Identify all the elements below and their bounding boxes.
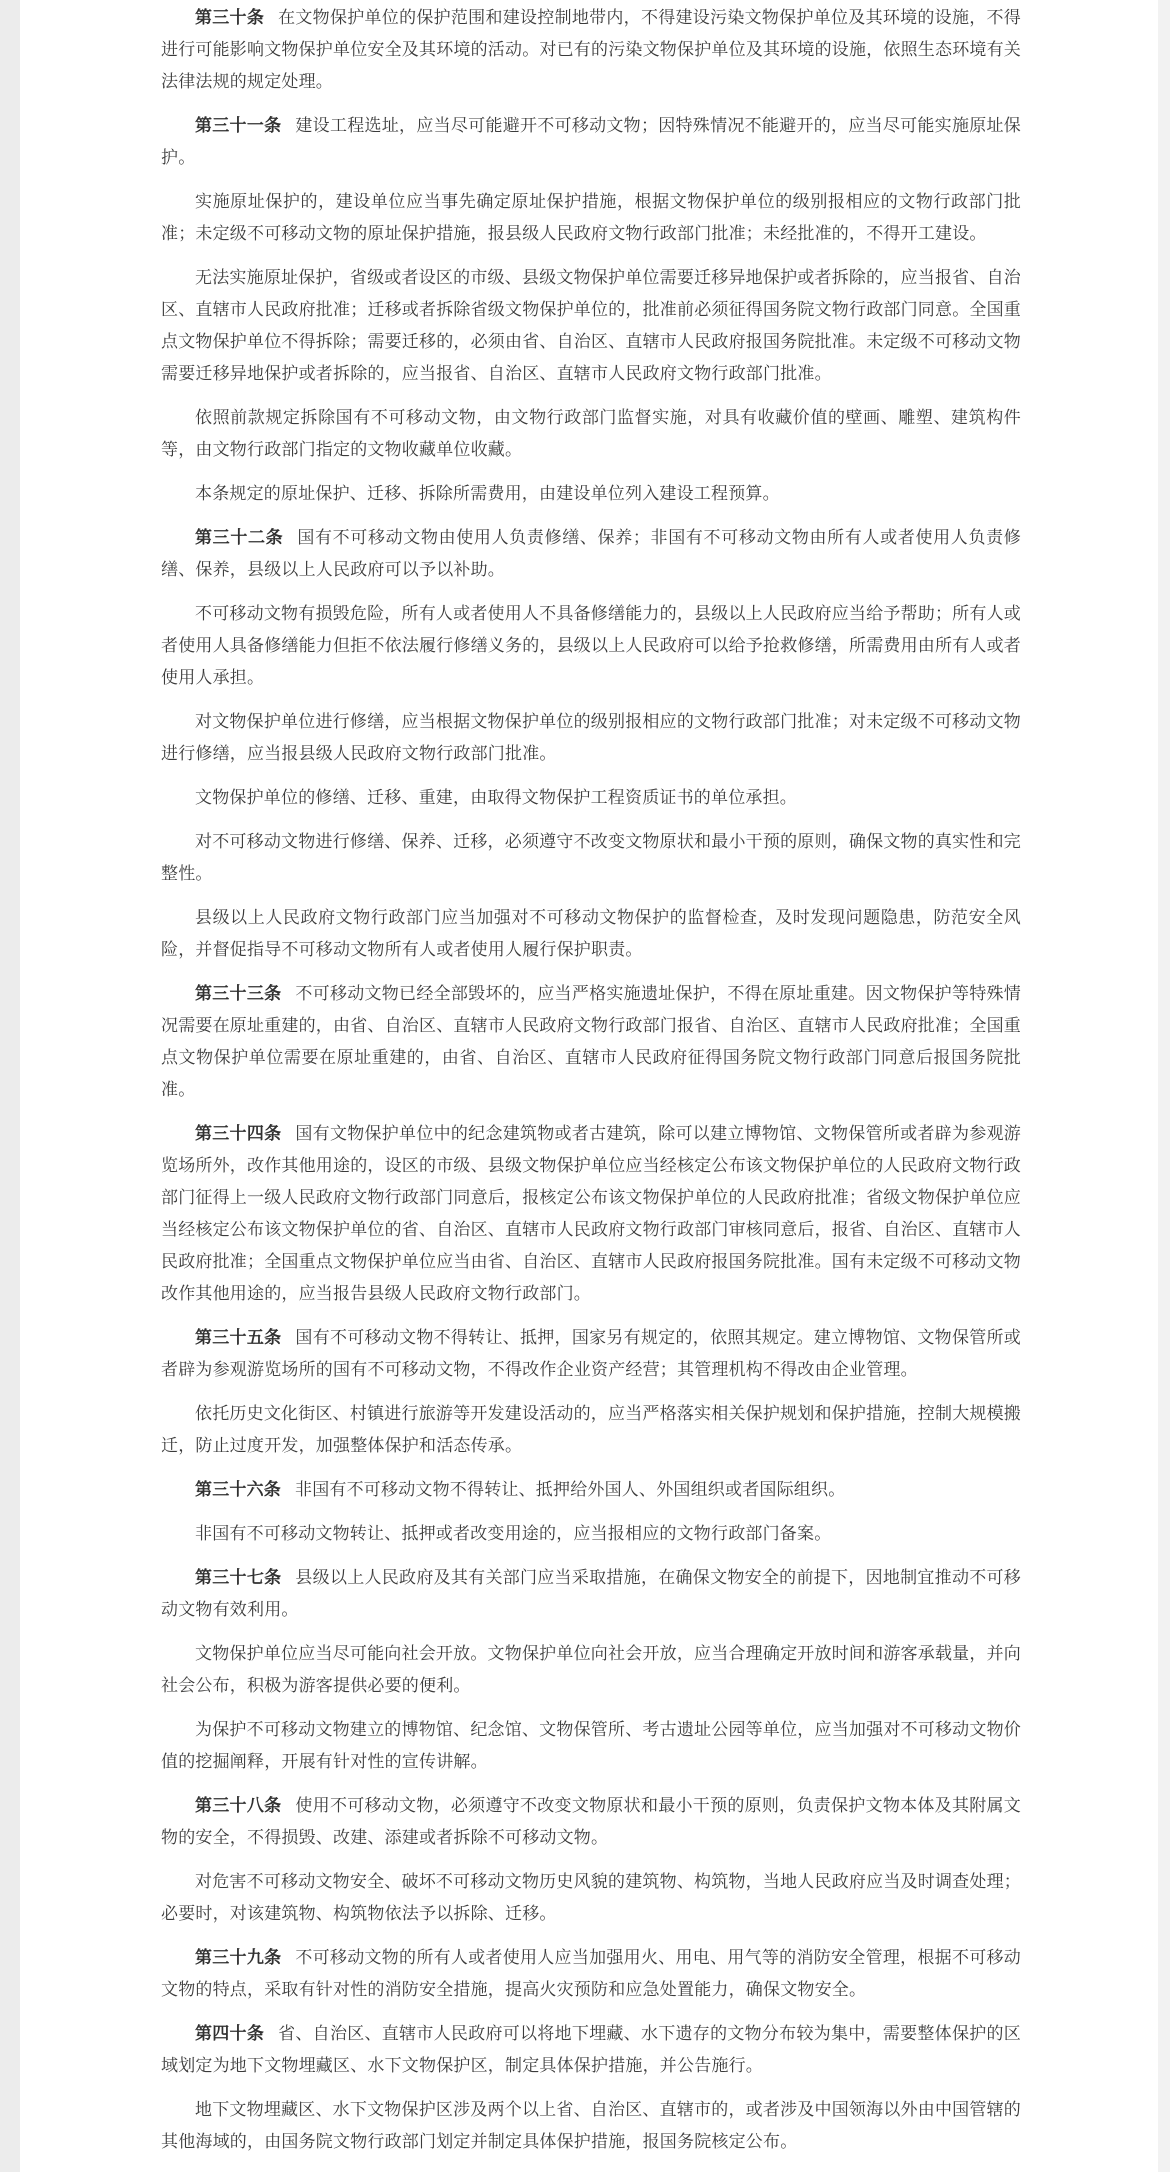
law-paragraph	[161, 1866, 1021, 1930]
law-paragraph	[161, 826, 1021, 890]
paragraph-text: 建设工程选址，应当尽可能避开不可移动文物；因特殊情况不能避开的，应当尽可能实施原址保护。	[161, 116, 1021, 167]
law-paragraph	[161, 1518, 1021, 1550]
article-number: 第三十八条	[195, 1796, 282, 1815]
law-article-paragraph	[161, 522, 1021, 586]
paragraph-text: 文物保护单位的修缮、迁移、重建，由取得文物保护工程资质证书的单位承担。	[195, 788, 797, 807]
paragraph-text: 本条规定的原址保护、迁移、拆除所需费用，由建设单位列入建设工程预算。	[195, 484, 780, 503]
paragraph-text: 在文物保护单位的保护范围和建设控制地带内，不得建设污染文物保护单位及其环境的设施，不得进行可能影响文物保护单位安全及其环境的活动。对已有的污染文物保护单位及其环境的设施，依照生态环境有关法律法规的规定处理。	[161, 8, 1021, 91]
law-paragraph	[161, 706, 1021, 770]
paragraph-text: 依托历史文化街区、村镇进行旅游等开发建设活动的，应当严格落实相关保护规划和保护措施，控制大规模搬迁，防止过度开发，加强整体保护和活态传承。	[161, 1404, 1021, 1455]
paragraph-text: 使用不可移动文物，必须遵守不改变文物原状和最小干预的原则，负责保护文物本体及其附属文物的安全，不得损毁、改建、添建或者拆除不可移动文物。	[161, 1796, 1021, 1847]
law-paragraph	[161, 1714, 1021, 1778]
paragraph-text: 国有文物保护单位中的纪念建筑物或者古建筑，除可以建立博物馆、文物保管所或者辟为参观游览场所外，改作其他用途的，设区的市级、县级文物保护单位应当经核定公布该文物保护单位的人民政府文物行政部门征得上一级人民政府文物行政部门同意后，报核定公布该文物保护单位的人民政府批准；省级文物保护单位应当经核定公布该文物保护单位的省、自治区、直辖市人民政府文物行政部门审核同意后，报省、自治区、直辖市人民政府批准；全国重点文物保护单位应当由省、自治区、直辖市人民政府报国务院批准。国有未定级不可移动文物改作其他用途的，应当报告县级人民政府文物行政部门。	[161, 1124, 1021, 1303]
article-number: 第四十条	[195, 2024, 265, 2043]
law-paragraph	[161, 2094, 1021, 2158]
law-article-paragraph	[161, 2018, 1021, 2082]
law-article-paragraph	[161, 1474, 1021, 1506]
law-article-paragraph	[161, 1790, 1021, 1854]
article-number: 第三十六条	[195, 1480, 281, 1499]
law-paragraph	[161, 402, 1021, 466]
paragraph-text: 依照前款规定拆除国有不可移动文物，由文物行政部门监督实施，对具有收藏价值的壁画、雕塑、建筑构件等，由文物行政部门指定的文物收藏单位收藏。	[161, 408, 1021, 459]
paragraph-text: 地下文物埋藏区、水下文物保护区涉及两个以上省、自治区、直辖市的，或者涉及中国领海以外由中国管辖的其他海域的，由国务院文物行政部门划定并制定具体保护措施，报国务院核定公布。	[161, 2100, 1021, 2151]
paragraph-text: 对不可移动文物进行修缮、保养、迁移，必须遵守不改变文物原状和最小干预的原则，确保文物的真实性和完整性。	[161, 832, 1021, 883]
law-article-paragraph	[161, 978, 1021, 1106]
paragraph-text: 为保护不可移动文物建立的博物馆、纪念馆、文物保管所、考古遗址公园等单位，应当加强对不可移动文物价值的挖掘阐释，开展有针对性的宣传讲解。	[161, 1720, 1021, 1771]
law-paragraph	[161, 782, 1021, 814]
article-number: 第三十九条	[195, 1948, 282, 1967]
article-number: 第三十一条	[195, 116, 282, 135]
law-text	[161, 2, 1021, 2158]
article-number: 第三十四条	[195, 1124, 282, 1143]
law-paragraph	[161, 186, 1021, 250]
law-paragraph	[161, 1398, 1021, 1462]
law-article-paragraph	[161, 2, 1021, 98]
paragraph-text: 对危害不可移动文物安全、破坏不可移动文物历史风貌的建筑物、构筑物，当地人民政府应当及时调查处理；必要时，对该建筑物、构筑物依法予以拆除、迁移。	[161, 1872, 1021, 1923]
law-paragraph	[161, 598, 1021, 694]
law-article-paragraph	[161, 110, 1021, 174]
law-article-paragraph	[161, 1562, 1021, 1626]
law-article-paragraph	[161, 1118, 1021, 1310]
law-paragraph	[161, 478, 1021, 510]
article-number: 第三十七条	[195, 1568, 282, 1587]
paragraph-text: 省、自治区、直辖市人民政府可以将地下埋藏、水下遗存的文物分布较为集中，需要整体保护的区域划定为地下文物埋藏区、水下文物保护区，制定具体保护措施，并公告施行。	[161, 2024, 1021, 2075]
paragraph-text: 不可移动文物已经全部毁坏的，应当严格实施遗址保护，不得在原址重建。因文物保护等特殊情况需要在原址重建的，由省、自治区、直辖市人民政府文物行政部门报省、自治区、直辖市人民政府批准；全国重点文物保护单位需要在原址重建的，由省、自治区、直辖市人民政府征得国务院文物行政部门同意后报国务院批准。	[161, 984, 1021, 1099]
law-article-paragraph	[161, 1942, 1021, 2006]
article-number: 第三十五条	[195, 1328, 282, 1347]
paragraph-text: 非国有不可移动文物转让、抵押或者改变用途的，应当报相应的文物行政部门备案。	[195, 1524, 832, 1543]
paragraph-text: 实施原址保护的，建设单位应当事先确定原址保护措施，根据文物保护单位的级别报相应的文物行政部门批准；未定级不可移动文物的原址保护措施，报县级人民政府文物行政部门批准；未经批准的，不得开工建设。	[161, 192, 1021, 243]
paragraph-text: 县级以上人民政府文物行政部门应当加强对不可移动文物保护的监督检查，及时发现问题隐患，防范安全风险，并督促指导不可移动文物所有人或者使用人履行保护职责。	[161, 908, 1021, 959]
page-right-margin	[1158, 0, 1170, 2172]
paragraph-text: 国有不可移动文物不得转让、抵押，国家另有规定的，依照其规定。建立博物馆、文物保管所或者辟为参观游览场所的国有不可移动文物，不得改作企业资产经营；其管理机构不得改由企业管理。	[161, 1328, 1021, 1379]
paragraph-text: 文物保护单位应当尽可能向社会开放。文物保护单位向社会开放，应当合理确定开放时间和游客承载量，并向社会公布，积极为游客提供必要的便利。	[161, 1644, 1021, 1695]
article-number: 第三十条	[195, 8, 265, 27]
paragraph-text: 国有不可移动文物由使用人负责修缮、保养；非国有不可移动文物由所有人或者使用人负责修缮、保养，县级以上人民政府可以予以补助。	[161, 528, 1021, 579]
paragraph-text: 对文物保护单位进行修缮，应当根据文物保护单位的级别报相应的文物行政部门批准；对未定级不可移动文物进行修缮，应当报县级人民政府文物行政部门批准。	[161, 712, 1021, 763]
article-number: 第三十二条	[195, 528, 284, 547]
law-article-paragraph	[161, 1322, 1021, 1386]
article-number: 第三十三条	[195, 984, 282, 1003]
paragraph-text: 县级以上人民政府及其有关部门应当采取措施，在确保文物安全的前提下，因地制宜推动不可移动文物有效利用。	[161, 1568, 1021, 1619]
law-paragraph	[161, 262, 1021, 390]
law-paragraph	[161, 902, 1021, 966]
paragraph-text: 无法实施原址保护，省级或者设区的市级、县级文物保护单位需要迁移异地保护或者拆除的，应当报省、自治区、直辖市人民政府批准；迁移或者拆除省级文物保护单位的，批准前必须征得国务院文物行政部门同意。全国重点文物保护单位不得拆除；需要迁移的，必须由省、自治区、直辖市人民政府报国务院批准。未定级不可移动文物需要迁移异地保护或者拆除的，应当报省、自治区、直辖市人民政府文物行政部门批准。	[161, 268, 1021, 383]
paragraph-text: 非国有不可移动文物不得转让、抵押给外国人、外国组织或者国际组织。	[295, 1480, 846, 1499]
law-paragraph	[161, 1638, 1021, 1702]
paragraph-text: 不可移动文物有损毁危险，所有人或者使用人不具备修缮能力的，县级以上人民政府应当给予帮助；所有人或者使用人具备修缮能力但拒不依法履行修缮义务的，县级以上人民政府可以给予抢救修缮，所需费用由所有人或者使用人承担。	[161, 604, 1021, 687]
page-left-margin	[0, 0, 20, 2172]
paragraph-text: 不可移动文物的所有人或者使用人应当加强用火、用电、用气等的消防安全管理，根据不可移动文物的特点，采取有针对性的消防安全措施，提高火灾预防和应急处置能力，确保文物安全。	[161, 1948, 1021, 1999]
